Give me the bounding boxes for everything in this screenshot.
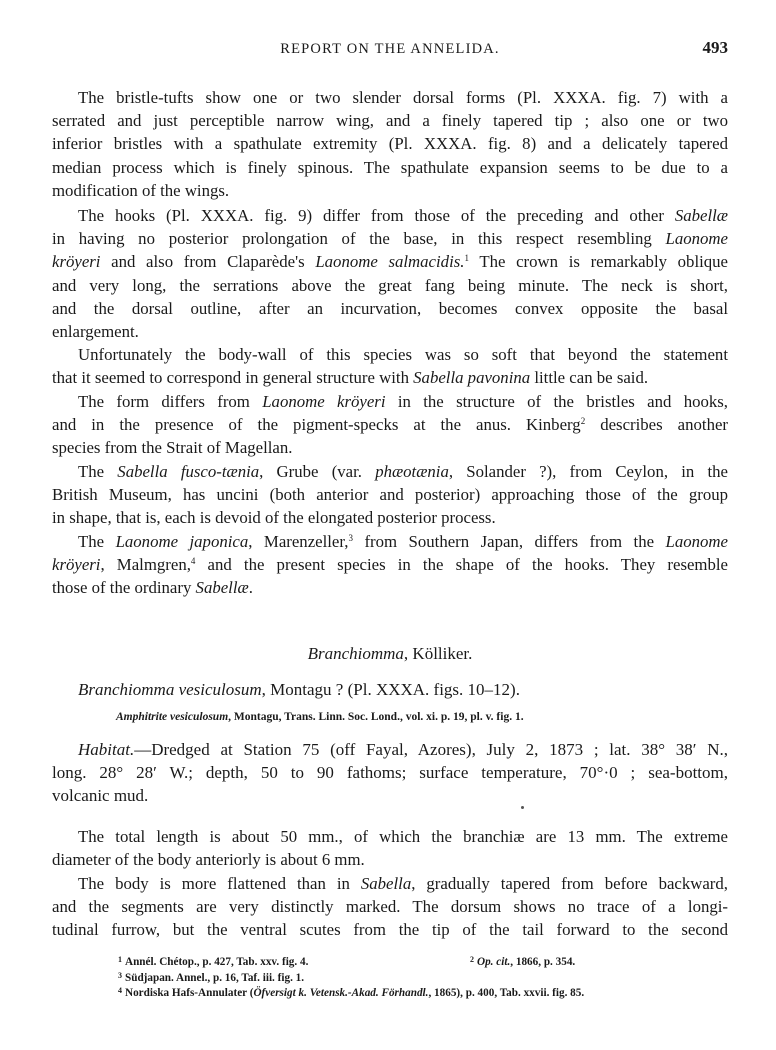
text-line: and in the presence of the pigment-specks at the anus. Kinberg$^2$ describes another <box>52 415 728 435</box>
text-line: long. 28° 28′ W.; depth, 50 to 90 fathoms; surface temperature, 70°·0 ; sea-bottom, <box>52 763 728 783</box>
footnote-2: $^2$ Op. cit., 1866, p. 354. <box>470 955 576 968</box>
footnote-ref: 4 <box>190 556 196 567</box>
footnote-3: $^3$ Südjapan. Annel., p. 16, Taf. iii. fig. 1. <box>118 970 305 984</box>
paragraph-body-flattened <box>52 872 728 942</box>
text-line: Unfortunately the body-wall of this species was so soft that beyond the statement <box>78 345 728 364</box>
footnote-4: $^4$ Nordiska Hafs-Annulater (Öfversigt k. Vetensk.-Akad. Förhandl., 1865), p. 400, Tab. xxvii. fig. 85. <box>118 986 585 999</box>
text-line: modification of the wings. <box>52 180 230 200</box>
text-line: in shape, that is, each is devoid of the elongated posterior process. <box>52 508 496 528</box>
text-line: British Museum, has uncini (both anterior and posterior) approaching those of the group <box>52 485 728 505</box>
text-line: Habitat.—Dredged at Station 75 (off Fayal, Azores), July 2, 1873 ; lat. 38° 38′ N., <box>78 740 728 759</box>
text-line: those of the ordinary Sabellæ. <box>52 578 253 598</box>
footnote-1: $^1$ Annél. Chétop., p. 427, Tab. xxv. fig. 4. <box>118 955 309 968</box>
footnote-row <box>118 952 728 968</box>
text-line: enlargement. <box>52 321 139 341</box>
page-number: 493 <box>702 38 728 57</box>
text-line: The hooks (Pl. XXXA. fig. 9) differ from those of the preceding and other Sabellæ <box>78 206 728 225</box>
footnote-ref: 3 <box>348 533 353 543</box>
footnote-ref: 1 <box>464 253 469 264</box>
text-line: and the segments are very distinctly marked. The dorsum shows no trace of a longi- <box>52 897 728 917</box>
text-line: diameter of the body anteriorly is about 6 mm. <box>52 850 365 870</box>
text-line: median process which is finely spinous. The spathulate expansion seems to be due to a <box>52 157 728 177</box>
text-line: The body is more flattened than in Sabella, gradually tapered from before backward, <box>78 874 728 893</box>
text-line: The form differs from Laonome kröyeri in the structure of the bristles and hooks, <box>78 392 729 411</box>
paragraph-laonome-japonica <box>52 530 728 600</box>
species-heading: Branchiomma vesiculosum, Montagu ? (Pl. XXXA. figs. 10–12). <box>78 680 520 699</box>
paragraph-sabella-fusco-taenia <box>52 460 728 530</box>
text-line: and very long, the serrations above the great fang being minute. The neck is short, <box>52 275 728 295</box>
paragraph-total-length <box>52 825 728 871</box>
text-line: in having no posterior prolongation of the base, in this respect resembling Laonome <box>52 229 728 249</box>
text-line: The Sabella fusco-tænia, Grube (var. phæotænia, Solander ?), from Ceylon, in the <box>78 462 728 481</box>
text-line: and the dorsal outline, after an incurvation, becomes convex opposite the basal <box>52 298 728 318</box>
paragraph-hooks <box>52 204 728 343</box>
text-line: volcanic mud. <box>52 786 149 806</box>
text-line: serrated and just perceptible narrow wing, and a finely tapered tip ; also one or two <box>52 111 728 131</box>
paragraph-body-wall <box>52 343 728 389</box>
footnote-ref: 2 <box>580 416 586 427</box>
paragraph-bristle-tufts <box>52 86 728 202</box>
text-line: inferior bristles with a spathulate extremity (Pl. XXXA. fig. 8) and a delicately tapered <box>52 134 728 154</box>
text-line: The bristle-tufts show one or two slender dorsal forms (Pl. XXXA. fig. 7) with a <box>78 88 728 107</box>
text-line: kröyeri and also from Claparède's Laonome salmacidis.$^1$ The crown is remarkably oblique <box>52 252 729 272</box>
footnotes <box>118 952 728 999</box>
running-title: REPORT ON THE ANNELIDA. <box>280 41 500 57</box>
synonym-citation: Amphitrite vesiculosum, Montagu, Trans. Linn. Soc. Lond., vol. xi. p. 19, pl. v. fig. 1. <box>116 711 524 723</box>
paragraph-form-differs <box>52 390 728 460</box>
text-line: The Laonome japonica, Marenzeller,$^3$ from Southern Japan, differs from the Laonome <box>78 532 728 551</box>
genus-heading: Branchiomma, Kölliker. <box>307 644 473 663</box>
text-line: kröyeri, Malmgren,$^4$ and the present species in the shape of the hooks. They resemble <box>52 555 728 575</box>
text-line: tudinal furrow, but the ventral scutes from the tip of the tail forward to the second <box>52 920 728 940</box>
text-line: The total length is about 50 mm., of which the branchiæ are 13 mm. The extreme <box>78 827 728 846</box>
habitat-paragraph <box>52 738 728 808</box>
text-line: that it seemed to correspond in general structure with Sabella pavonina little can be said. <box>52 368 649 388</box>
text-line: species from the Strait of Magellan. <box>52 438 293 458</box>
print-speck <box>521 806 524 809</box>
running-head <box>52 38 728 62</box>
